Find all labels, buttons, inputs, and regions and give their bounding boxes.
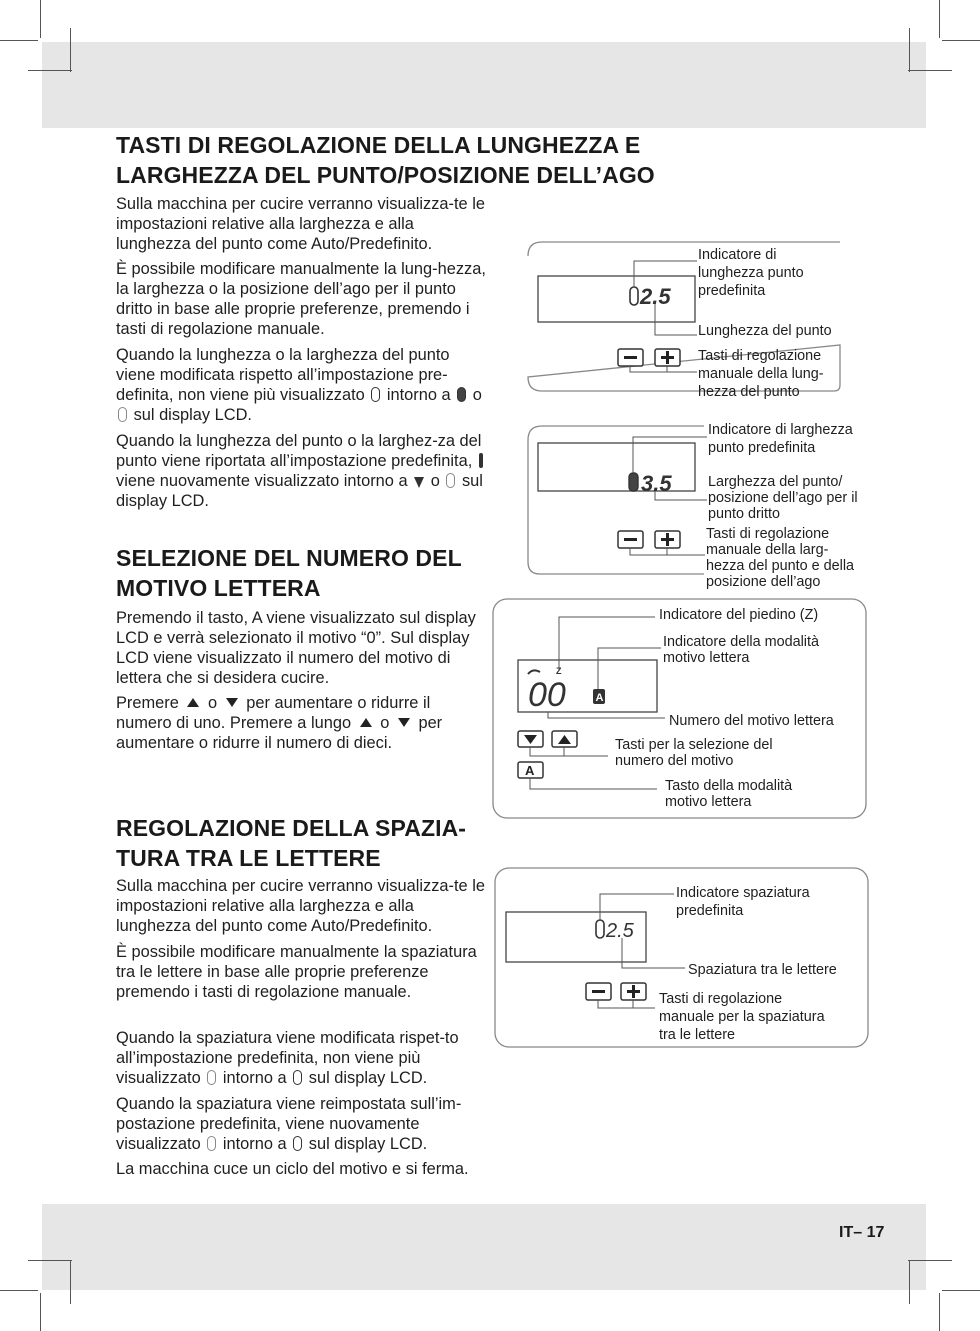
label-spacing-indicator-2: predefinita xyxy=(676,903,744,919)
label-length-indicator-1: Indicatore di xyxy=(698,247,777,263)
label-length-indicator-3: predefinita xyxy=(698,283,766,299)
svg-text:A: A xyxy=(525,763,535,778)
spacing-paragraph-3: Quando la spaziatura viene modificata rispet-to all’impostazione predefinita, non viene più visualizzato intorno a sul display LCD. xyxy=(116,1029,459,1087)
label-mode-indicator-2: motivo lettera xyxy=(663,650,750,666)
figure-stitch-length xyxy=(528,242,840,400)
label-mode-indicator-1: Indicatore della modalità xyxy=(663,634,819,650)
label-width-value-1: Larghezza del punto/ xyxy=(708,474,843,490)
figure-stitch-width xyxy=(528,422,858,590)
figure-letter-pattern xyxy=(493,599,866,818)
label-width-indicator-2: punto predefinita xyxy=(708,440,816,456)
label-foot-indicator: Indicatore del piedino (Z) xyxy=(659,607,819,623)
label-pattern-number: Numero del motivo lettera xyxy=(669,713,834,729)
lcd-screen xyxy=(538,276,695,322)
label-mode-key-2: motivo lettera xyxy=(665,794,752,810)
figure-letter-spacing xyxy=(495,868,868,1047)
section-title-spacing: REGOLAZIONE DELLA SPAZIA- TURA TRA LE LETTERE xyxy=(116,815,467,871)
label-spacing-keys-2: manuale per la spaziatura xyxy=(659,1009,825,1025)
label-spacing-keys-3: tra le lettere xyxy=(659,1027,735,1043)
lcd-value: 00 xyxy=(528,676,566,714)
stitch-paragraph-4: Quando la lunghezza del punto o la larghez-za del punto viene riportata all’impostazione predefinita, viene nuovamente visualizzato intorno a o sul display LCD. xyxy=(116,432,483,510)
label-spacing-keys-1: Tasti di regolazione xyxy=(659,991,783,1007)
section-title-pattern: SELEZIONE DEL NUMERO DEL MOTIVO LETTERA xyxy=(116,545,462,601)
label-length-indicator-2: lunghezza punto xyxy=(698,265,804,281)
spacing-paragraph-5: La macchina cuce un ciclo del motivo e si ferma. xyxy=(116,1160,469,1178)
svg-text:A: A xyxy=(595,692,604,704)
label-length-value: Lunghezza del punto xyxy=(698,323,832,339)
label-width-keys-3: hezza del punto e della xyxy=(706,558,855,574)
label-length-keys-3: hezza del punto xyxy=(698,384,800,400)
section-title-stitch: TASTI DI REGOLAZIONE DELLA LUNGHEZZA E LARGHEZZA DEL PUNTO/POSIZIONE DELL’AGO xyxy=(116,132,655,188)
label-width-value-2: posizione dell’ago per il xyxy=(708,490,858,506)
label-select-keys-1: Tasti per la selezione del xyxy=(615,737,773,753)
label-width-indicator-1: Indicatore di larghezza xyxy=(708,422,853,438)
label-spacing-indicator-1: Indicatore spaziatura xyxy=(676,885,810,901)
lcd-value: 2.5 xyxy=(606,920,634,942)
stitch-paragraph-1: Sulla macchina per cucire verranno visualizza-te le impostazioni relative alla larghezza e alla lunghezza del punto come Auto/Predefinito. xyxy=(116,195,485,253)
pattern-paragraph-1: Premendo il tasto, A viene visualizzato sul display LCD e verrà selezionato il motivo “0”. Sul display LCD viene visualizzato il numero del motivo di lettera che si desidera cucire. xyxy=(116,609,476,687)
spacing-paragraph-2: È possibile modificare manualmente la spaziatura tra le lettere in base alle proprie preferenze premendo i tasti di regolazione manuale. xyxy=(116,943,477,1001)
label-select-keys-2: numero del motivo xyxy=(615,753,734,769)
stitch-paragraph-3: Quando la lunghezza o la larghezza del punto viene modificata rispetto all’impostazione pre-definita, non viene più visualizzato intorno a o sul display LCD. xyxy=(116,346,482,424)
label-length-keys-2: manuale della lung- xyxy=(698,366,824,382)
label-spacing-value: Spaziatura tra le lettere xyxy=(688,962,837,978)
page-number: IT– 17 xyxy=(839,1224,885,1241)
label-length-keys-1: Tasti di regolazione xyxy=(698,348,822,364)
stitch-paragraph-2: È possibile modificare manualmente la lung-hezza, la larghezza o la posizione dell’ago per il punto dritto in base alle proprie preferenze, premendo i tasti di regolazione manuale. xyxy=(116,260,486,338)
spacing-paragraph-1: Sulla macchina per cucire verranno visualizza-te le impostazioni relative alla larghezza e alla lunghezza del punto come Auto/Predefinito. xyxy=(116,877,485,935)
label-width-value-3: punto dritto xyxy=(708,506,781,522)
label-width-keys-1: Tasti di regolazione xyxy=(706,526,830,542)
lcd-value: 2.5 xyxy=(640,284,671,309)
label-mode-key-1: Tasto della modalità xyxy=(665,778,793,794)
spacing-paragraph-4: Quando la spaziatura viene reimpostata sull’im-postazione predefinita, viene nuovamente visualizzato intorno a sul display LCD. xyxy=(116,1095,462,1153)
foot-letter: Z xyxy=(556,666,562,676)
pattern-paragraph-2: Premere o per aumentare o ridurre il numero di uno. Premere a lungo o per aumentare o ridurre il numero di dieci. xyxy=(116,694,443,752)
triangle-indicator-icon xyxy=(629,473,638,491)
label-width-keys-2: manuale della larg- xyxy=(706,542,829,558)
label-width-keys-4: posizione dell’ago xyxy=(706,574,821,590)
lcd-value: 3.5 xyxy=(641,471,672,496)
